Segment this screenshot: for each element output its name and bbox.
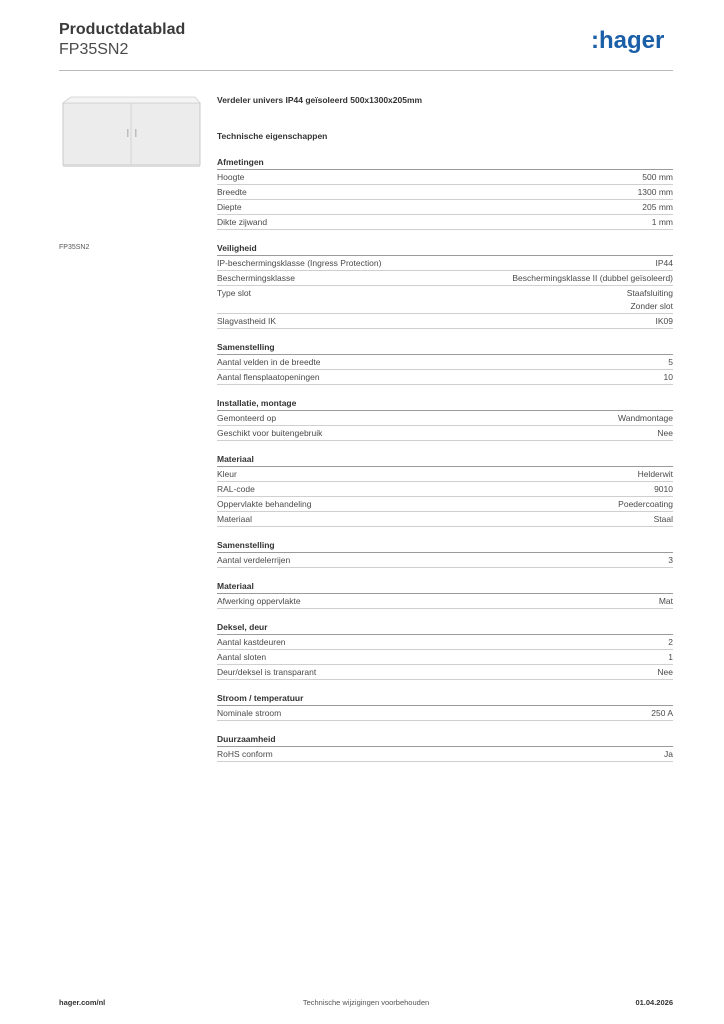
spec-value [657,666,673,679]
spec-value [654,483,673,496]
spec-label: Afwerking oppervlakte [217,596,301,606]
spec-value [668,636,673,649]
section-title: Duurzaamheid [217,733,673,747]
spec-value [652,216,673,229]
spec-value [618,412,673,425]
spec-value-line: 1300 mm [637,187,673,197]
spec-section [217,341,673,385]
spec-value-line: 500 mm [642,172,673,182]
spec-row [217,665,673,680]
spec-section [217,397,673,441]
section-title: Samenstelling [217,539,673,553]
spec-row [217,185,673,200]
spec-value-line: Nee [657,428,673,438]
spec-label: RAL-code [217,484,255,494]
logo-text: :hager [591,27,665,54]
spec-section [217,621,673,680]
spec-value [642,201,673,214]
spec-section [217,539,673,568]
spec-row [217,411,673,426]
spec-label: Diepte [217,202,242,212]
spec-label: Gemonteerd op [217,413,277,423]
spec-row [217,553,673,568]
spec-value-line: 2 [668,637,673,647]
header-divider [59,70,673,71]
spec-label: Hoogte [217,172,245,182]
spec-section [217,733,673,762]
spec-sections [217,156,673,762]
spec-value [642,171,673,184]
section-title: Installatie, montage [217,397,673,411]
spec-label: Nominale stroom [217,708,282,718]
spec-row [217,314,673,329]
spec-row [217,747,673,762]
hager-logo [591,26,673,56]
spec-label: Beschermingsklasse [217,273,295,283]
section-title: Stroom / temperatuur [217,692,673,706]
page-title: Productdatablad [59,21,186,38]
spec-value [668,651,673,664]
spec-value-line: Helderwit [637,469,673,479]
distribution-cabinet-illustration [59,91,206,238]
spec-value-line: Wandmontage [618,413,673,423]
spec-value-line: Mat [658,596,673,606]
spec-value-line: Nee [657,667,673,677]
spec-row [217,355,673,370]
spec-value [618,498,673,511]
spec-value-line: Staafsluiting [626,288,673,298]
spec-value-line: 1 [668,652,673,662]
spec-section [217,453,673,527]
spec-label: Deur/deksel is transparant [217,667,317,677]
spec-label: Dikte zijwand [217,217,268,227]
spec-row [217,271,673,286]
spec-section [217,242,673,329]
spec-value-line: Ja [664,749,673,759]
footer-website: hager.com/nl [59,998,106,1007]
footer-date: 01.04.2026 [635,998,673,1007]
product-description: Verdeler univers IP44 geïsoleerd 500x1300x205mm [217,95,423,105]
spec-value [638,186,673,199]
spec-row [217,650,673,665]
spec-label: Materiaal [217,514,252,524]
spec-value [664,371,673,384]
spec-section [217,580,673,609]
footer-disclaimer: Technische wijzigingen voorbehouden [302,998,430,1007]
spec-value [654,513,673,526]
spec-value-line: Poedercoating [618,499,673,509]
spec-label: RoHS conform [217,749,273,759]
spec-value-line: Beschermingsklasse II (dubbel geïsoleerd) [512,273,673,283]
page-header [59,20,673,60]
spec-value-line: 9010 [654,484,673,494]
spec-row [217,482,673,497]
spec-value-line: 5 [668,357,673,367]
spec-label: Slagvastheid IK [217,316,277,326]
spec-section [217,692,673,721]
spec-label: Geschikt voor buitengebruik [217,428,323,438]
spec-section [217,156,673,230]
spec-value [512,272,673,285]
spec-row [217,370,673,385]
spec-row [217,594,673,609]
spec-row [217,256,673,271]
spec-row [217,635,673,650]
spec-value-line: 205 mm [642,202,673,212]
spec-value [651,707,673,720]
spec-value [657,427,673,440]
spec-label: Breedte [217,187,247,197]
spec-row [217,512,673,527]
spec-label: IP-beschermingsklasse (Ingress Protection) [217,258,382,268]
image-caption: FP35SN2 [59,244,90,251]
spec-label: Type slot [217,288,252,298]
spec-value [656,257,674,270]
spec-label: Oppervlakte behandeling [217,499,312,509]
spec-row [217,497,673,512]
spec-value [638,468,673,481]
spec-value [659,595,673,608]
spec-label: Aantal flensplaatopeningen [217,372,320,382]
spec-value [656,315,674,328]
spec-row [217,286,673,314]
spec-row [217,706,673,721]
product-details [217,94,673,774]
spec-value-line: 250 A [651,708,673,718]
spec-value-line: 10 [663,372,673,382]
product-code: FP35SN2 [59,41,129,58]
spec-row [217,215,673,230]
spec-value [627,287,673,313]
section-title: Afmetingen [217,156,673,170]
spec-value [668,554,673,567]
spec-value-line: IP44 [655,258,673,268]
spec-value-line: Zonder slot [630,301,673,311]
section-title: Materiaal [217,453,673,467]
spec-value-line: IK09 [655,316,673,326]
spec-label: Kleur [217,469,237,479]
spec-value-line: 3 [668,555,673,565]
spec-label: Aantal sloten [217,652,267,662]
spec-value [664,748,673,761]
section-title: Veiligheid [217,242,673,256]
section-title: Materiaal [217,580,673,594]
spec-row [217,200,673,215]
spec-row [217,467,673,482]
spec-value-line: 1 mm [651,217,673,227]
section-title: Deksel, deur [217,621,673,635]
product-image [59,91,206,238]
spec-label: Aantal kastdeuren [217,637,286,647]
section-title: Samenstelling [217,341,673,355]
spec-label: Aantal velden in de breedte [217,357,321,367]
spec-value [668,356,673,369]
spec-row [217,170,673,185]
spec-row [217,426,673,441]
technical-properties-title: Technische eigenschappen [217,131,328,141]
spec-label: Aantal verdelerrijen [217,555,291,565]
spec-value-line: Staal [653,514,673,524]
